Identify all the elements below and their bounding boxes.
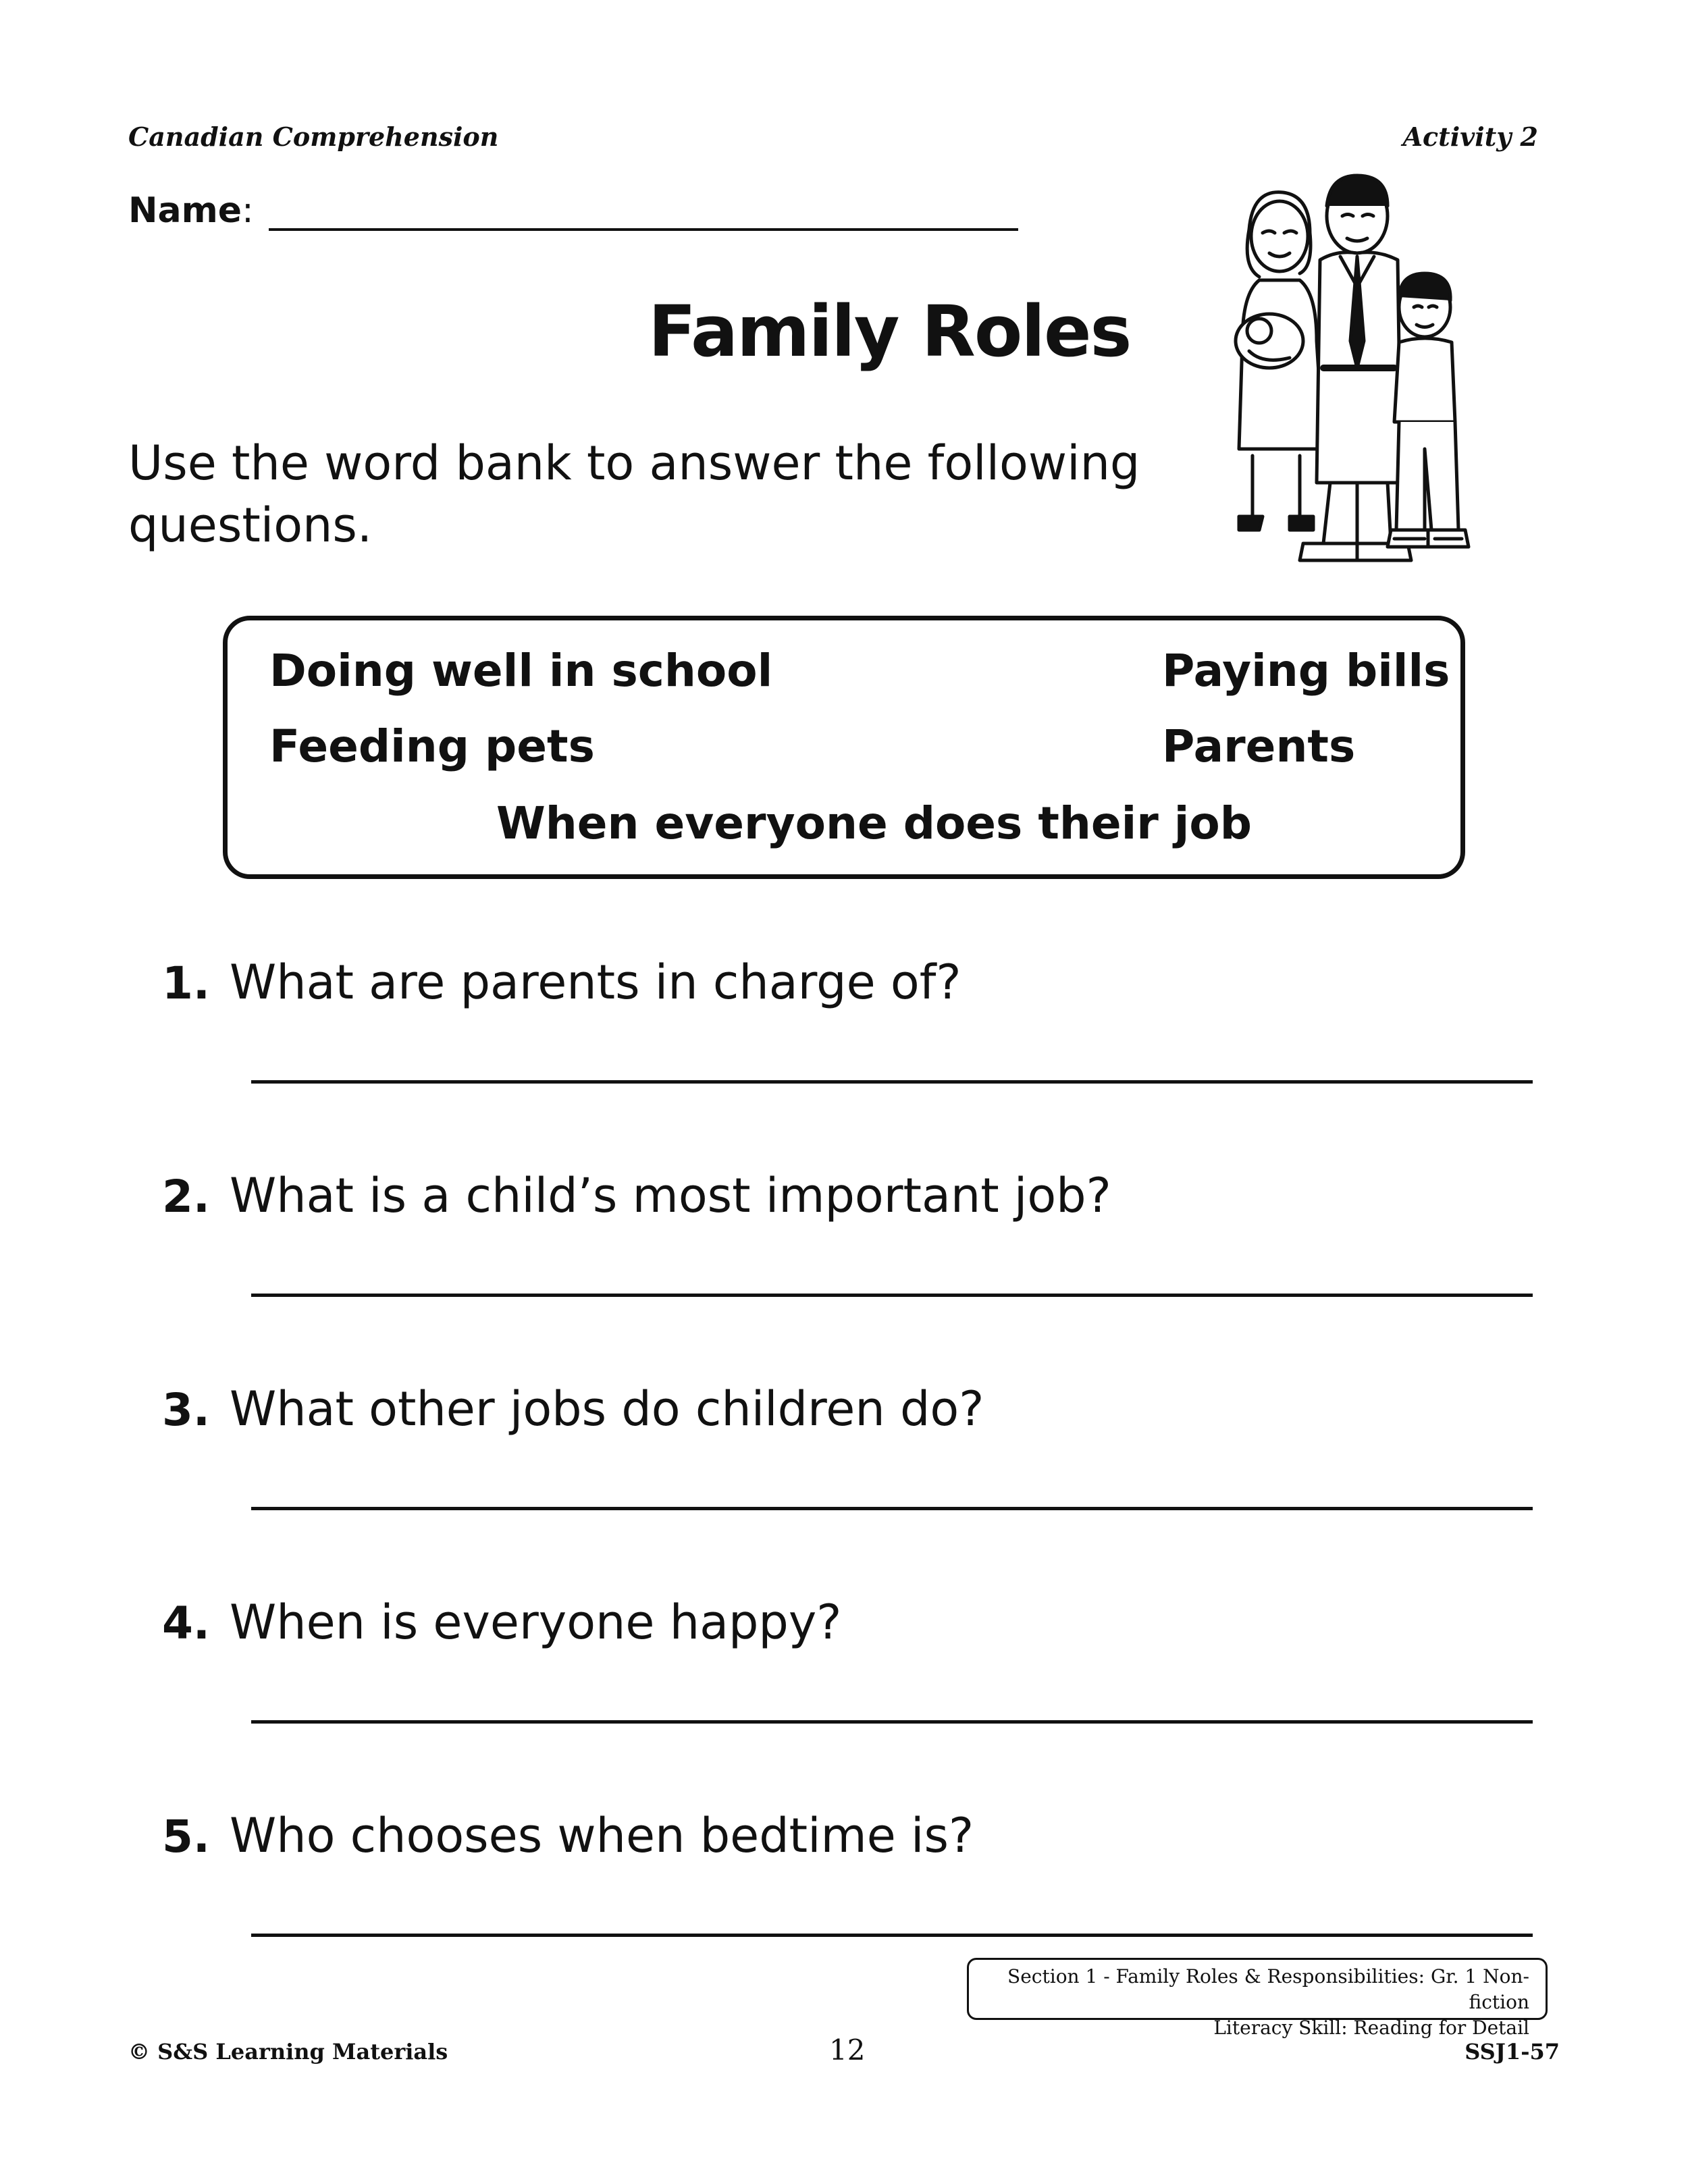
name-answer-line[interactable] — [269, 193, 1018, 231]
word-bank — [223, 616, 1465, 879]
page-number: 12 — [829, 2033, 866, 2067]
answer-line[interactable] — [251, 1294, 1533, 1297]
copyright: © S&S Learning Materials — [128, 2039, 448, 2065]
word-bank-item: When everyone does their job — [496, 797, 1252, 849]
series-title: Canadian Comprehension — [128, 122, 499, 152]
answer-line[interactable] — [251, 1080, 1533, 1084]
section-line: Section 1 - Family Roles & Responsibilities: Gr. 1 Non-fiction — [1007, 1965, 1529, 2013]
question-number: 4. — [162, 1597, 210, 1649]
name-label: Name — [128, 190, 242, 231]
word-bank-item: Doing well in school — [269, 645, 773, 697]
section-info-box — [967, 1958, 1548, 2039]
activity-label: Activity 2 — [1402, 122, 1538, 152]
question-text: What is a child’s most important job? — [230, 1168, 1111, 1223]
question-number: 3. — [162, 1384, 210, 1436]
question-text: When is everyone happy? — [230, 1595, 842, 1650]
word-bank-item: Parents — [1162, 720, 1356, 772]
word-bank-item: Paying bills — [1162, 645, 1450, 697]
question-number: 1. — [162, 957, 210, 1009]
family-illustration-icon — [1222, 165, 1479, 577]
answer-line[interactable] — [251, 1507, 1533, 1510]
name-colon: : — [242, 190, 254, 231]
question-number: 2. — [162, 1171, 210, 1223]
page-title: Family Roles — [648, 290, 1131, 373]
skill-line: Literacy Skill: Reading for Detail — [1213, 2017, 1529, 2039]
question-text: What other jobs do children do? — [230, 1381, 984, 1437]
word-bank-item: Feeding pets — [269, 720, 595, 772]
question-number: 5. — [162, 1811, 210, 1863]
name-field — [128, 190, 1018, 231]
answer-line[interactable] — [251, 1934, 1533, 1937]
product-code: SSJ1-57 — [1465, 2039, 1560, 2065]
question-text: Who chooses when bedtime is? — [230, 1808, 974, 1863]
answer-line[interactable] — [251, 1720, 1533, 1724]
instructions: Use the word bank to answer the following questions. — [128, 435, 1140, 553]
question-text: What are parents in charge of? — [230, 955, 961, 1010]
